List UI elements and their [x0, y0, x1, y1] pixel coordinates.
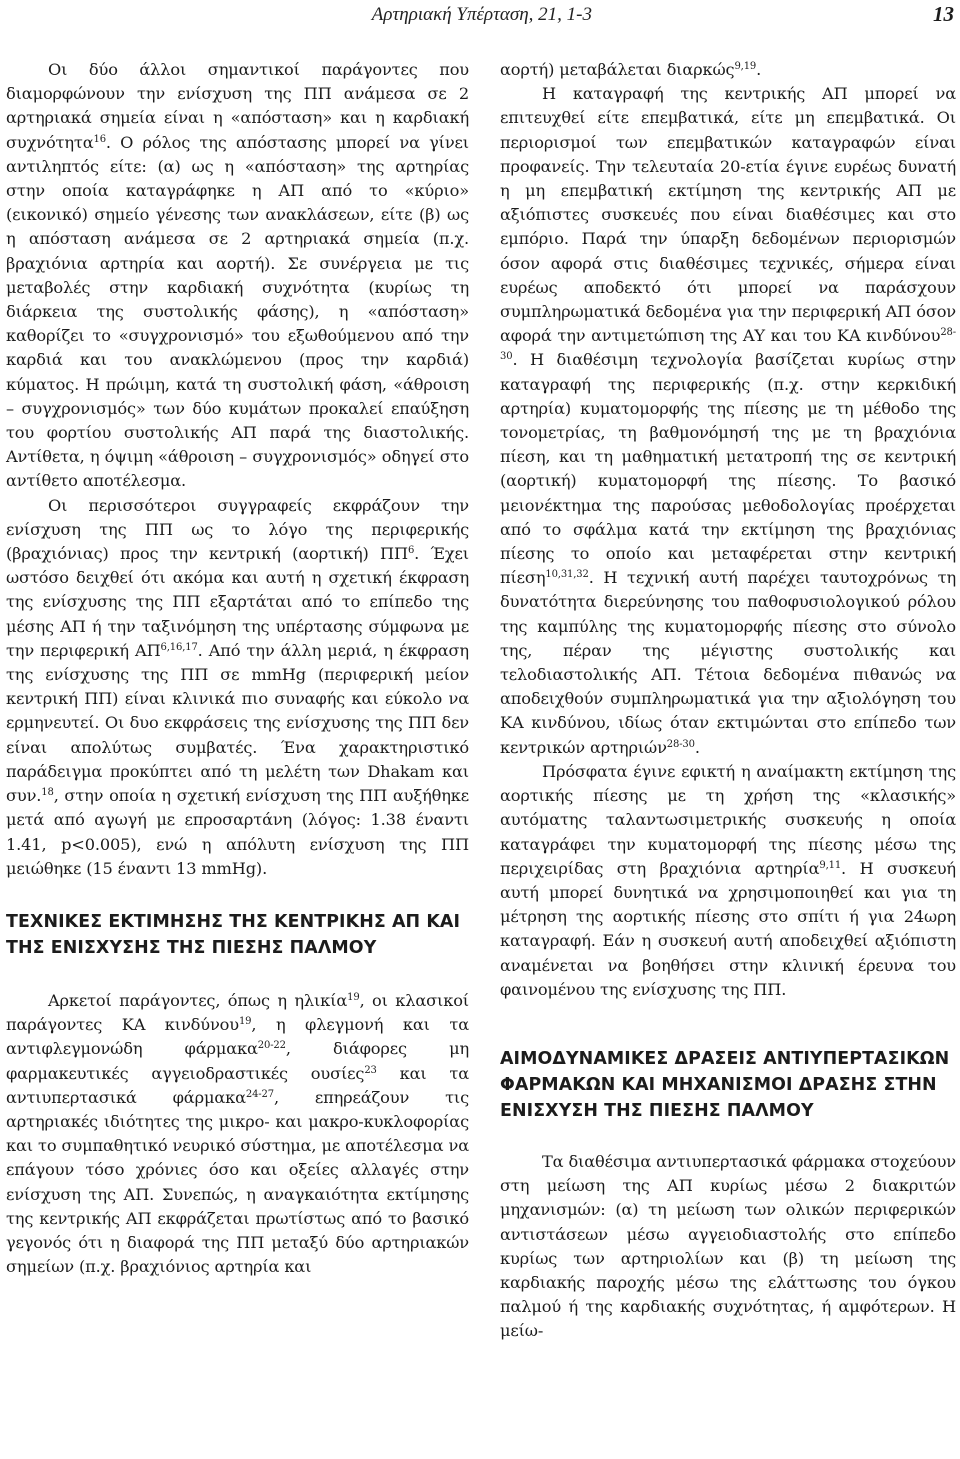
- citation: 6,16,17: [160, 641, 198, 653]
- citation: 24-27: [245, 1088, 274, 1100]
- page-header: [0, 0, 960, 30]
- paragraph: Η καταγραφή της κεντρικής ΑΠ μπορεί να επιτευχθεί είτε επεμβατικά, είτε μη επεμβατικά. Οι περιορισμοί των επεμβατικών καταγραφών είναι προφανείς. Την τελευταία 20-ετία έγινε ευρέως δυνατή η μη επεμβατική εκτίμηση της κεντρικής ΑΠ με αξιόπιστες συσκευές που είναι διαθέσιμες και στο εμπόριο. Παρά την ύπαρξη δεδομένων περιορισμών όσον αφορά στις διαθέσιμες τεχνικές, σήμερα είναι ευρέως αποδεκτό ότι μπορεί να παράσχουν συμπληρωματικά δεδομένα για την περιφερική ΑΠ όσον αφορά την αντιμετώπιση της ΑΥ και του ΚΑ κινδύνου$^{28-30}$. Η διαθέσιμη τεχνολογία βασίζεται κυρίως στην καταγραφή της περιφερικής (π.χ. στην κερκιδική αρτηρία) κυματομορφής της πίεσης με τη μέθοδο της τονομετρίας, τη βαθμονόμησή της με τη βραχιόνια πίεση, και τη μαθηματική μετατροπή της σε κεντρική (αορτική) κυματομορφή της πίεσης. Το βασικό μειονέκτημα της παρούσας μεθοδολογίας προέρχεται από το σφάλμα κατά την εκτίμηση της βραχιόνιας πίεσης το οποίο και μεταφέρεται στην κεντρική πίεση$^{10,31,32}$. Η τεχνική αυτή παρέχει ταυτοχρόνως τη δυνατότητα διερεύνησης του παθοφυσιολογικού ρόλου της καμπύλης της κυματομορφής πίεσης στο σύνολο της, πέραν της μέγιστης συστολικής και τελοδιαστολικής ΑΠ. Τέτοια δεδομένα πιθανώς να αποδειχθούν συμπληρωματικά για την αξιολόγηση του ΚΑ κινδύνου, ιδίως όταν εκτιμώνται στο επίπεδο των κεντρικών αρτηριών$^{28-30}$.: [500, 84, 956, 757]
- page-number: 13: [933, 2, 954, 26]
- paragraph-continuation: αορτή) μεταβάλεται διαρκώς$^{9,19}$.: [500, 60, 762, 79]
- citation: 20-22: [257, 1040, 286, 1052]
- citation: 10,31,32: [545, 569, 589, 581]
- paragraph: Οι περισσότεροι συγγραφείς εκφράζουν την ενίσχυση της ΠΠ ως το λόγο της περιφερικής (βραχιόνιας) προς την κεντρική (αορτική) $\Pi\Pi^6$. Έχει ωστόσο δειχθεί ότι ακόμα και αυτή η σχετική έκφραση της ενίσχυσης της ΠΠ εξαρτάται από το επίπεδο της μέσης ΑΠ ή την ταξινόμηση της υπέρτασης σύμφωνα με την περιφερική ΑΠ$^{6,16,17}$. Από την άλλη μεριά, η έκφραση της ενίσχυσης της ΠΠ σε mmHg (περιφερική μείον κεντρική ΠΠ) είναι κλινικά πιο συναφής και εύκολο να ερμηνευτεί. Οι δυο εκφράσεις της ενίσχυσης της ΠΠ δεν είναι απολύτως συμβατές. Ένα χαρακτηριστικό παράδειγμα προκύπτει από τη μελέτη των Dhakam και συν.$^{18}$, στην οποία η σχετική ενίσχυση της ΠΠ αυξήθηκε μετά από αγωγή με επροσαρτάνη (λόγος: 1.38 έναντι 1.41, p<0.005), ενώ η απόλυτη ενίσχυση της ΠΠ μειώθηκε (15 έναντι 13 mmHg).: [6, 495, 469, 878]
- left-column: [6, 58, 469, 1279]
- citation: 19: [347, 991, 360, 1003]
- section-heading: ΑΙΜΟΔΥΝΑΜΙΚΕΣ ΔΡΑΣΕΙΣ ΑΝΤΙΥΠΕΡΤΑΣΙΚΩΝ ΦΑΡΜΑΚΩΝ ΚΑΙ ΜΗΧΑΝΙΣΜΟΙ ΔΡΑΣΗΣ ΣΤΗΝ ΕΝΙΣΧΥΣΗ ΤΗΣ ΠΙΕΣΗΣ ΠΑΛΜΟΥ: [500, 1048, 950, 1121]
- paragraph: Οι δύο άλλοι σημαντικοί παράγοντες που διαμορφώνουν την ενίσχυση της ΠΠ ανάμεσα σε 2 αρτηριακά σημεία είναι η «απόσταση» και η καρδιακή συχνότητα$^{16}$. Ο ρόλος της απόστασης μπορεί να γίνει αντιληπτός είτε: (α) ως η «απόσταση» της αρτηρίας στην οποία καταγράφηκε η ΑΠ από το «κύριο» (εικονικό) σημείο γένεσης των ανακλάσεων, είτε (β) ως η απόσταση ανάμεσα σε 2 αρτηριακά σημεία (π.χ. βραχιόνια αρτηρία και αορτή). Σε συνέργεια με τις μεταβολές στην καρδιακή συχνότητα (κυρίως τη διάρκεια της συστολικής φάσης), η «απόσταση» καθορίζει το «συγχρονισμό» του εξωθούμενου από την καρδιά και του ανακλώμενου (προς την καρδιά) κύματος. Η πρώιμη, κατά τη συστολική φάση, «άθροιση – συγχρονισμός» των δύο κυμάτων προκαλεί επαύξηση του φορτίου συστολικής ΑΠ παρά της διαστολικής. Αντίθετα, η όψιμη «άθροιση – συγχρονισμός» οδηγεί στο αντίθετο αποτέλεσμα.: [6, 60, 469, 491]
- citation: 19: [238, 1016, 252, 1028]
- paragraph: Πρόσφατα έγινε εφικτή η αναίμακτη εκτίμηση της αορτικής πίεσης με τη χρήση της «κλασικής» αυτόματης ταλαντωσιμετρικής συσκευής η οποία καταγράφει την κυματομορφή της πίεσης μέσω της περιχειρίδας στη βραχιόνια αρτηρία$^{9,11}$. Η συσκευή αυτή μπορεί δυνητικά να χρησιμοποιηθεί και για τη μέτρηση της αορτικής πίεσης στο σπίτι ή για 24ωρη καταγραφή. Εάν η συσκευή αυτή αποδειχθεί αξιόπιστη αναμένεται να βοηθήσει στην κλινική έρευνα του φαινομένου της ενίσχυσης της ΠΠ.: [500, 761, 956, 999]
- citation: 28-30: [666, 738, 695, 750]
- citation: 28-30: [500, 327, 956, 363]
- section-heading: ΤΕΧΝΙΚΕΣ ΕΚΤΙΜΗΣΗΣ ΤΗΣ ΚΕΝΤΡΙΚΗΣ ΑΠ ΚΑΙ ΤΗΣ ΕΝΙΣΧΥΣΗΣ ΤΗΣ ΠΙΕΣΗΣ ΠΑΛΜΟΥ: [6, 911, 461, 958]
- citation: 6: [407, 545, 415, 557]
- citation: 16: [93, 133, 106, 145]
- paragraph: Αρκετοί παράγοντες, όπως η ηλικία$^{19}$, οι κλασικοί παράγοντες ΚΑ κινδύνου$^{19}$, η φλεγμονή και τα αντιφλεγμονώδη φάρμακα$^{20-22}$, διάφορες μη φαρμακευτικές αγγειοδραστικές ουσίες$^{23}$ και τα αντιυπερτασικά φάρμακα$^{24-27}$, επηρεάζουν τις αρτηριακές ιδιότητες της μικρο- και μακρο-κυκλοφορίας και το συμπαθητικό νευρικό σύστημα, με αποτέλεσμα να επάγουν τόσο χρόνιες όσο και οξείες αλλαγές στην ενίσχυση της ΑΠ. Συνεπώς, η αναγκαιότητα εκτίμησης της κεντρικής ΑΠ εκφράζεται πρωτίστως από το βασικό γεγονός ότι η διαφορά της ΠΠ μεταξύ δύο αρτηριακών σημείων (π.χ. βραχιόνιος αρτηρία και: [6, 990, 469, 1277]
- citation: 18: [41, 787, 54, 799]
- right-column: [500, 58, 956, 1344]
- paragraph: Τα διαθέσιμα αντιυπερτασικά φάρμακα στοχεύουν στη μείωση της ΑΠ κυρίως μέσω 2 διακριτών μηχανισμών: (α) τη μείωση των ολικών περιφερικών αντιστάσεων μέσω αγγειοδιαστολής στο επίπεδο κυρίως των αρτηριολίων και (β) τη μείωση της καρδιακής παροχής μέσω της ελάττωσης του όγκου παλμού ή της καρδιακής συχνότητας, ή αμφότερων. Η μείω-: [500, 1151, 956, 1341]
- journal-citation: Αρτηριακή Υπέρταση, 21, 1-3: [371, 4, 592, 25]
- citation: 9,19: [734, 61, 757, 72]
- citation: 9,11: [819, 859, 842, 871]
- citation: 23: [364, 1064, 377, 1076]
